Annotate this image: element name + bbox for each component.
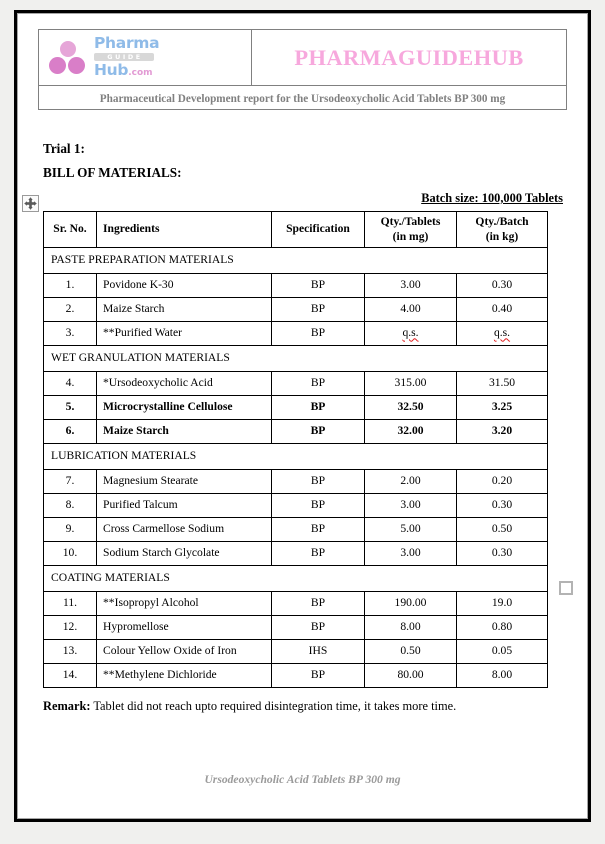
cell-sr-no: 8. [44, 494, 97, 518]
cell-qty-per-tablet: 32.00 [365, 420, 457, 444]
cell-ingredient: Sodium Starch Glycolate [97, 542, 272, 566]
table-row [44, 396, 548, 420]
cell-sr-no: 4. [44, 372, 97, 396]
cell-specification: BP [272, 298, 365, 322]
cell-sr-no: 2. [44, 298, 97, 322]
table-row [44, 664, 548, 688]
bill-of-materials-table [43, 211, 548, 688]
cell-specification: BP [272, 322, 365, 346]
cell-specification: BP [272, 616, 365, 640]
document-subtitle: Pharmaceutical Development report for the Ursodeoxycholic Acid Tablets BP 300 mg [99, 92, 506, 105]
table-section-title: LUBRICATION MATERIALS [44, 444, 548, 470]
table-body [44, 248, 548, 688]
cell-qty-per-batch: 8.00 [457, 664, 548, 688]
remark-line [43, 699, 567, 714]
table-section-row [44, 566, 548, 592]
page-content [18, 14, 587, 818]
cell-qty-per-tablet: 5.00 [365, 518, 457, 542]
document-page [14, 10, 591, 822]
bill-of-materials-heading: BILL OF MATERIALS: [43, 165, 182, 180]
remark-text: Tablet did not reach upto required disintegration time, it takes more time. [90, 699, 457, 713]
cell-ingredient: Maize Starch [97, 298, 272, 322]
cell-sr-no: 12. [44, 616, 97, 640]
table-row [44, 372, 548, 396]
cell-specification: BP [272, 396, 365, 420]
col-header-qty-per-batch [457, 212, 548, 248]
table-row [44, 420, 548, 444]
cell-ingredient: Magnesium Stearate [97, 470, 272, 494]
cell-specification: IHS [272, 640, 365, 664]
cell-specification: BP [272, 542, 365, 566]
col-header-specification: Specification [272, 212, 365, 248]
cell-qty-per-batch: 3.25 [457, 396, 548, 420]
table-row [44, 298, 548, 322]
logo-word-dotcom: .com [128, 68, 153, 79]
cell-qty-per-batch: 0.30 [457, 494, 548, 518]
spellcheck-flagged-text: q.s. [493, 326, 511, 340]
cell-sr-no: 14. [44, 664, 97, 688]
cell-qty-per-batch: 0.30 [457, 274, 548, 298]
header-logo-cell [39, 30, 252, 86]
move-cross-icon [23, 196, 38, 211]
cell-sr-no: 9. [44, 518, 97, 542]
cell-ingredient: Hypromellose [97, 616, 272, 640]
cell-ingredient: Colour Yellow Oxide of Iron [97, 640, 272, 664]
cell-ingredient: Microcrystalline Cellulose [97, 396, 272, 420]
cell-specification: BP [272, 372, 365, 396]
cell-ingredient: Purified Talcum [97, 494, 272, 518]
cell-qty-per-tablet [365, 322, 457, 346]
logo-word-hub: Hub [94, 61, 129, 80]
cell-specification: BP [272, 494, 365, 518]
cell-qty-per-batch: 3.20 [457, 420, 548, 444]
cell-specification: BP [272, 664, 365, 688]
document-body [38, 141, 567, 714]
cell-ingredient: Maize Starch [97, 420, 272, 444]
cell-specification: BP [272, 420, 365, 444]
table-row [44, 322, 548, 346]
col-header-qty-per-tablet-line1: Qty./Tablets [380, 215, 441, 229]
cell-sr-no: 1. [44, 274, 97, 298]
cell-qty-per-tablet: 190.00 [365, 592, 457, 616]
table-header-row [44, 212, 548, 248]
cell-qty-per-tablet: 3.00 [365, 542, 457, 566]
cell-qty-per-batch: 0.50 [457, 518, 548, 542]
cell-sr-no: 5. [44, 396, 97, 420]
cell-qty-per-batch [457, 322, 548, 346]
logo-word-hub-row [94, 62, 159, 79]
logo-word-pharma: Pharma [94, 34, 160, 53]
page-footer: Ursodeoxycholic Acid Tablets BP 300 mg [204, 773, 401, 786]
table-resize-handle[interactable] [559, 581, 573, 595]
logo-word-guide: GUIDE [94, 53, 154, 61]
col-header-ingredients: Ingredients [97, 212, 272, 248]
pharmaguidehub-logo [48, 36, 251, 78]
trial-label: Trial 1: [43, 141, 85, 156]
cell-qty-per-tablet: 8.00 [365, 616, 457, 640]
col-header-qty-per-batch-line2: (in kg) [485, 229, 519, 243]
table-head [44, 212, 548, 248]
cell-qty-per-tablet: 32.50 [365, 396, 457, 420]
table-section-row [44, 444, 548, 470]
logo-circles-icon [48, 40, 88, 76]
table-row [44, 640, 548, 664]
cell-sr-no: 7. [44, 470, 97, 494]
cell-sr-no: 3. [44, 322, 97, 346]
cell-qty-per-tablet: 3.00 [365, 494, 457, 518]
cell-ingredient: **Methylene Dichloride [97, 664, 272, 688]
col-header-sr-no: Sr. No. [44, 212, 97, 248]
cell-qty-per-batch: 0.80 [457, 616, 548, 640]
col-header-qty-per-tablet-line2: (in mg) [392, 229, 429, 243]
table-row [44, 542, 548, 566]
cell-specification: BP [272, 592, 365, 616]
table-row [44, 470, 548, 494]
header-subtitle-cell [39, 86, 567, 110]
cell-qty-per-batch: 0.20 [457, 470, 548, 494]
cell-sr-no: 13. [44, 640, 97, 664]
cell-specification: BP [272, 274, 365, 298]
brand-title: PHARMAGUIDEHUB [294, 44, 524, 70]
cell-ingredient: **Purified Water [97, 322, 272, 346]
cell-qty-per-tablet: 4.00 [365, 298, 457, 322]
col-header-qty-per-tablet [365, 212, 457, 248]
document-header-table [38, 29, 567, 110]
cell-qty-per-batch: 0.05 [457, 640, 548, 664]
cell-qty-per-batch: 31.50 [457, 372, 548, 396]
cell-ingredient: **Isopropyl Alcohol [97, 592, 272, 616]
cell-ingredient: Cross Carmellose Sodium [97, 518, 272, 542]
batch-size-label: Batch size: 100,000 Tablets [421, 191, 563, 205]
cell-ingredient: *Ursodeoxycholic Acid [97, 372, 272, 396]
table-row [44, 518, 548, 542]
table-row [44, 494, 548, 518]
cell-specification: BP [272, 470, 365, 494]
page-inner-border [17, 13, 588, 819]
table-section-title: PASTE PREPARATION MATERIALS [44, 248, 548, 274]
table-row [44, 616, 548, 640]
logo-wordmark [94, 36, 159, 78]
cell-qty-per-tablet: 0.50 [365, 640, 457, 664]
cell-sr-no: 11. [44, 592, 97, 616]
cell-qty-per-tablet: 80.00 [365, 664, 457, 688]
table-section-row [44, 346, 548, 372]
cell-qty-per-batch: 19.0 [457, 592, 548, 616]
spellcheck-flagged-text: q.s. [402, 326, 419, 340]
cell-qty-per-batch: 0.30 [457, 542, 548, 566]
cell-qty-per-tablet: 3.00 [365, 274, 457, 298]
remark-label: Remark: [43, 699, 91, 713]
table-row [44, 592, 548, 616]
cell-sr-no: 6. [44, 420, 97, 444]
header-title-cell [252, 30, 567, 86]
cell-ingredient: Povidone K-30 [97, 274, 272, 298]
table-move-handle[interactable] [22, 195, 39, 212]
cell-sr-no: 10. [44, 542, 97, 566]
col-header-qty-per-batch-line1: Qty./Batch [475, 215, 529, 229]
cell-qty-per-batch: 0.40 [457, 298, 548, 322]
table-row [44, 274, 548, 298]
table-section-title: COATING MATERIALS [44, 566, 548, 592]
table-section-title: WET GRANULATION MATERIALS [44, 346, 548, 372]
cell-specification: BP [272, 518, 365, 542]
table-section-row [44, 248, 548, 274]
cell-qty-per-tablet: 315.00 [365, 372, 457, 396]
cell-qty-per-tablet: 2.00 [365, 470, 457, 494]
